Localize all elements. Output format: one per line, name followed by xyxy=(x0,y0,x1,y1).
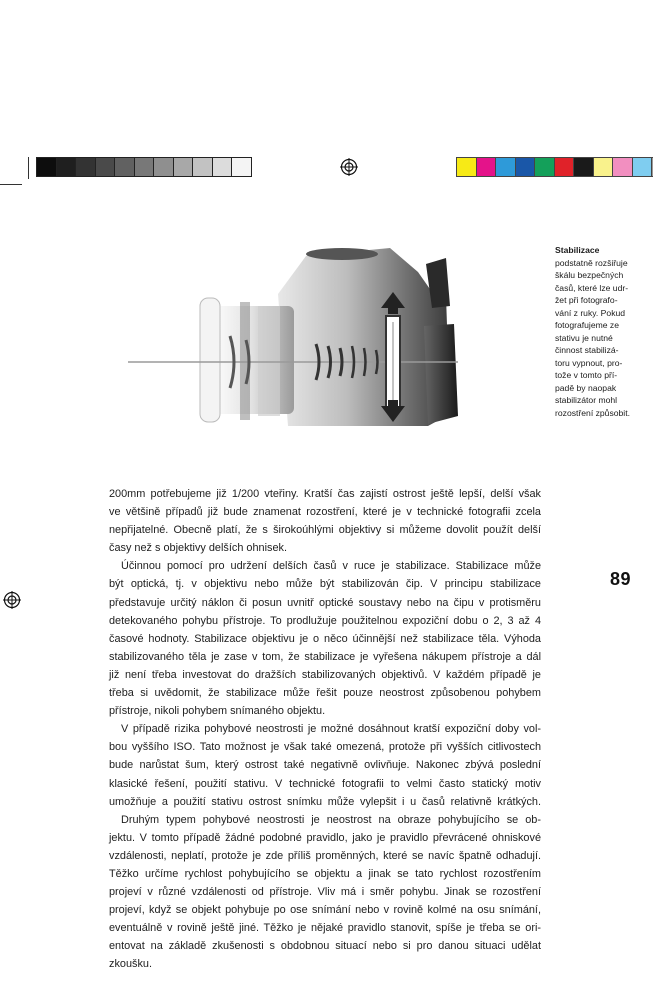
text-line: nepřijatelné. Obecně platí, že s širokoúhlými objektivy si můžeme dovolit použít delší xyxy=(109,524,541,537)
caption-line: toru vypnout, pro- xyxy=(555,357,623,368)
caption-line: tože v tomto pří- xyxy=(555,370,618,380)
gray-swatch xyxy=(231,157,252,177)
color-swatch xyxy=(476,157,496,177)
text-line: Těžko určíme rychlost pohybujícího se objektu a jinak se tato rychlost rozostřením xyxy=(109,867,541,880)
caption-line: rozostření způsobit. xyxy=(555,407,630,418)
text-line: bou vyššího ISO. Tato možnost je však také omezená, protože při vyšších citlivostech xyxy=(109,741,541,754)
text-line: umožňuje a použití stativu ostrost snímku může vylepšit i u časů relativně krátkých. xyxy=(109,795,541,808)
text-line: ve většině případů již bude znamenat rozostření, které je v technické fotografii zcela xyxy=(109,506,541,519)
text-line: Účinnou pomocí pro udržení delších časů v ruce je stabilizace. Stabilizace může xyxy=(121,560,541,573)
caption-line: časů, které lze udr- xyxy=(555,282,629,293)
text-line: entovat na základě zkušenosti s obdobnou situací nebo si pro danou situaci udělat xyxy=(109,940,541,953)
color-swatch xyxy=(534,157,554,177)
crop-mark-horizontal xyxy=(0,184,22,185)
gray-swatch xyxy=(56,157,76,177)
crop-mark-vertical xyxy=(28,157,29,179)
text-line: přístroje, nikoli pohybem snímaného objektu. xyxy=(109,705,326,718)
gray-swatch xyxy=(192,157,212,177)
text-line: 200mm potřebujeme již 1/200 vteřiny. Kratší čas zajistí ostrost ještě lepší, delší však xyxy=(109,488,541,500)
registration-mark-icon xyxy=(340,158,358,176)
color-swatch xyxy=(456,157,476,177)
gray-swatch xyxy=(153,157,173,177)
registration-mark-icon xyxy=(3,591,21,609)
text-line: již není třeba investovat do dražších stabilizovaných objektivů. V každém případě je xyxy=(109,668,541,681)
text-line: klasické řešení, použití stativu. V technické fotografii to velmi často statický motiv xyxy=(109,777,541,790)
caption-line: vání z ruky. Pokud xyxy=(555,307,626,318)
page-number: 89 xyxy=(610,569,632,589)
caption-line: žet při fotografo- xyxy=(555,295,618,305)
text-line: časové hodnoty. Stabilizace objektivu je o něco účinnější než stabilizace těla. Výhoda xyxy=(109,632,541,645)
text-line: být optická, tj. v objektivu nebo může být stabilizován čip. V principu stabilizace xyxy=(109,578,541,591)
gray-swatch xyxy=(95,157,115,177)
text-line: třeba si uvědomit, že stabilizace může řešit pouze neostrost způsobenou pohybem xyxy=(109,687,541,700)
caption-title: Stabilizace xyxy=(555,245,600,255)
color-swatch xyxy=(515,157,535,177)
text-line: představuje určitý náklon či posun uvnitř optické soustavy nebo na čipu v protisměru xyxy=(109,596,541,609)
text-line: Druhým typem pohybové neostrosti je neostrost na obraze pohybujícího se ob- xyxy=(121,813,541,826)
camera-stabilization-illustration xyxy=(128,236,468,466)
text-line: V případě rizika pohybové neostrosti je možné dosáhnout kratší expoziční doby vol- xyxy=(121,723,541,736)
text-line: vzdálenosti, neplatí, protože je zde příliš proměnných, které se navíc špatně odhadují. xyxy=(109,849,541,862)
caption-line: fotografujeme ze xyxy=(555,320,620,330)
caption-line: škálu bezpečných xyxy=(555,270,624,280)
caption-line: stabilizátor mohl xyxy=(555,395,618,405)
gray-swatch xyxy=(134,157,154,177)
text-line: eventuálně v rovině ještě jiné. Těžko je nějaké pravidlo stanovit, spíše je třeba se ori- xyxy=(109,922,541,935)
text-line: jektu. V tomto případě žádné podobné pravidlo, jako je pravidlo převrácené ohniskové xyxy=(109,831,541,844)
text-line: projeví v různé vzdálenosti od přístroje. Vliv má i směr pohybu. Jinak se rozostření xyxy=(109,886,541,899)
gray-swatch xyxy=(173,157,193,177)
caption-line: stativu je nutné xyxy=(555,332,613,343)
gray-swatch xyxy=(212,157,232,177)
color-swatch xyxy=(593,157,613,177)
text-line: bude narůstat šum, který ostrost také negativně ovlivňuje. Nakonec zbývá poslední xyxy=(109,759,541,772)
gray-swatch xyxy=(36,157,56,177)
caption-line: činnost stabilizá- xyxy=(555,345,619,355)
gray-swatch xyxy=(75,157,95,177)
image-caption xyxy=(555,244,651,419)
body-text xyxy=(109,485,541,974)
color-swatch xyxy=(554,157,574,177)
text-line: detekovaného pohybu přístroje. To prodlužuje použitelnou expoziční dobu o 2, 3 až 4 xyxy=(109,614,541,627)
color-swatch xyxy=(495,157,515,177)
text-line: zkoušku. xyxy=(109,958,152,971)
caption-line: podstatně rozšiřuje xyxy=(555,257,628,268)
color-swatch xyxy=(632,157,652,177)
grayscale-calibration-strip xyxy=(36,157,252,177)
text-line: stabilizovaného těla je zase v tom, že stabilizace je vyřešena nákupem přístroje a dál xyxy=(109,650,541,663)
text-line: časy než s objektivy delších ohnisek. xyxy=(109,542,287,555)
color-swatch xyxy=(573,157,593,177)
gray-swatch xyxy=(114,157,134,177)
color-swatch xyxy=(612,157,632,177)
color-calibration-strip xyxy=(456,157,653,177)
text-line: projeví, když se objekt pohybuje po ose snímání nebo v rovině kolmé na osu snímání, xyxy=(109,904,541,917)
caption-line: padě by naopak xyxy=(555,382,617,393)
